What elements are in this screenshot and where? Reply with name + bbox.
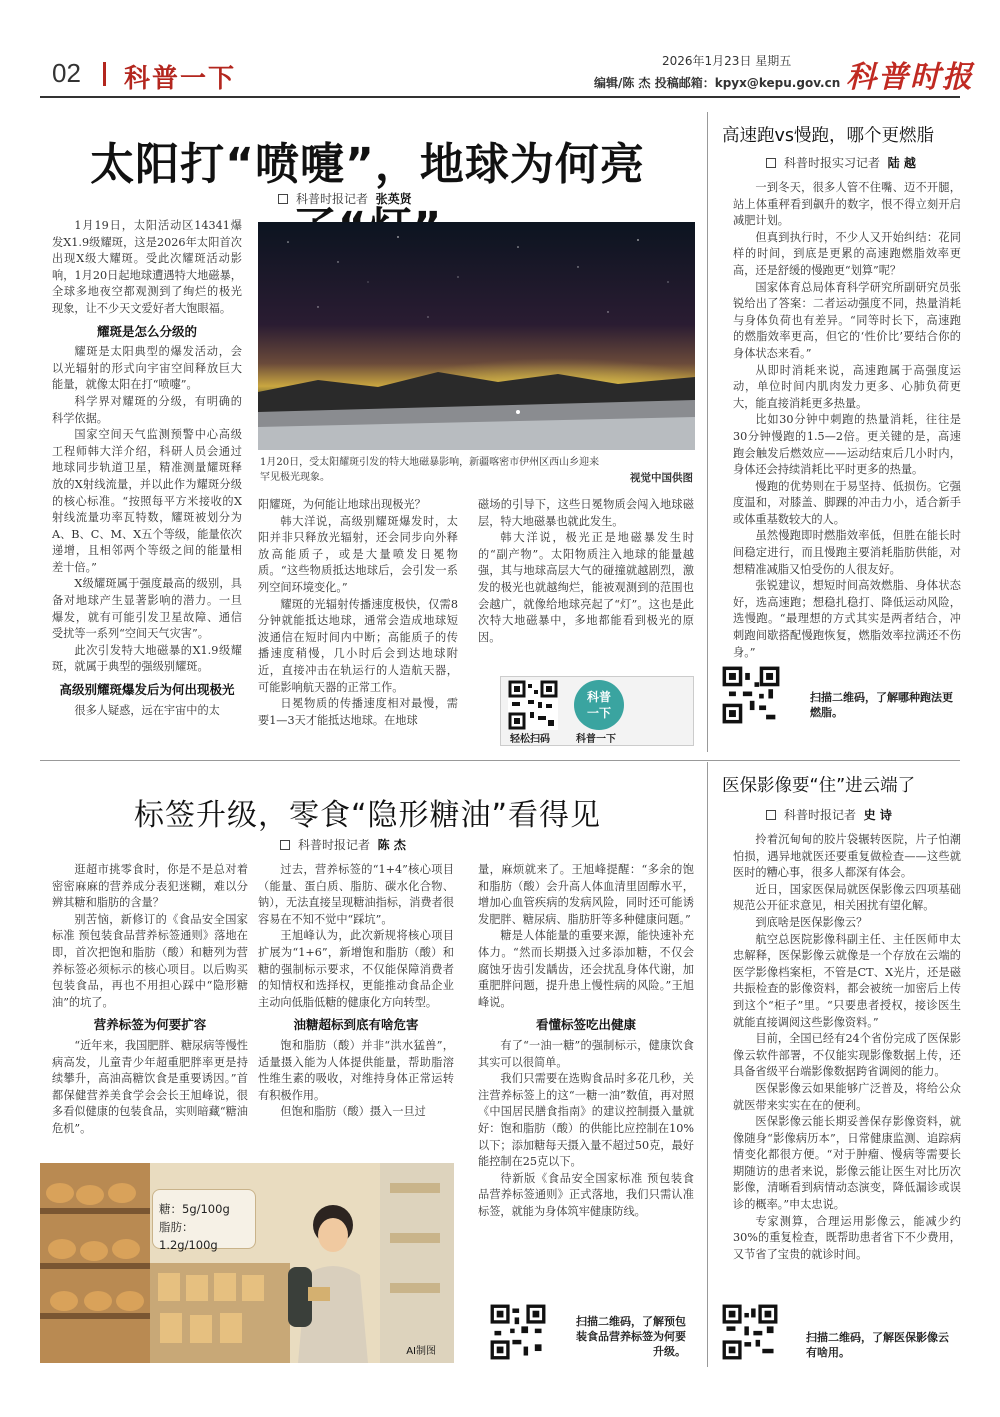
nutrition-tag	[152, 1189, 256, 1252]
article1-col3	[478, 497, 694, 646]
aurora-photo-image	[258, 222, 695, 450]
article3-title: 高速跑vs慢跑，哪个更燃脂	[722, 126, 934, 146]
photo-caption-block	[260, 455, 695, 485]
article2-byline	[280, 836, 406, 853]
article2-qr-label: 扫描二维码，了解预包装食品营养标签为何要升级。	[576, 1315, 686, 1358]
qr1-label: 轻松扫码	[510, 734, 550, 745]
paragraph: 慢跑的优势则在于易坚持、低损伤。它强度温和，对膝盖、脚踝的冲击力小，适合新手或体重基数较大的人。	[733, 479, 961, 526]
paragraph: 待新版《食品安全国家标准 预包装食品营养标签通则》正式落地，我们只需认准标签，就能为身体筑牢健康防线。	[478, 1171, 694, 1218]
paragraph: “近年来，我国肥胖、糖尿病等慢性病高发，儿童青少年超重肥胖率更是持续攀升，高油高糖饮食是重要诱因。”首都保健营养美食学会会长王旭峰说，很多看似健康的包装食品，实则暗藏“糖油危机”。	[52, 1038, 248, 1135]
article4-byline	[766, 806, 892, 823]
nutrition-sugar: 糖：5g/100g	[159, 1202, 230, 1216]
header-divider	[103, 62, 106, 86]
badge-line: 科普	[586, 690, 611, 704]
article4-qr-label: 扫描二维码，了解医保影像云有啥用。	[806, 1331, 949, 1359]
paragraph: X级耀斑属于强度最高的级别，具备对地球产生显著影响的潜力。一旦爆发，就有可能引发卫星故障、通信受扰等一系列“空间天气灾害”。	[52, 577, 242, 641]
issue-date: 2026年1月23日 星期五	[662, 54, 792, 68]
editor-line: 编辑/陈 杰 投稿邮箱：kpyx@kepu.gov.cn	[594, 76, 841, 90]
qr-code-icon[interactable]	[722, 666, 780, 724]
aurora-photo	[258, 222, 695, 450]
paragraph: 张锐建议，想短时间高效燃脂、身体状态好，选高速跑；想稳扎稳打、降低运动风险，选慢跑。“最理想的方式其实是两者结合，冲刺跑间歇搭配慢跑恢复，燃脂效率拉满还不伤身。”	[733, 579, 961, 659]
paragraph: 但真到执行时，不少人又开始纠结：花同样的时间，到底是更累的高速跑燃脂效率更高，还是舒缓的慢跑更“划算”呢？	[733, 230, 961, 277]
qr2-label: 科普一下	[576, 734, 616, 745]
paragraph: 国家体育总局体育科学研究所副研究员张锐给出了答案：二者运动强度不同，热量消耗与身体负荷也有差异。“同等时长下，高速跑的燃脂效率更高，但它的‘性价比’要结合你的身体状态来看。”	[733, 280, 961, 360]
article4-body	[733, 832, 961, 1263]
paragraph: 专家测算，合理运用影像云，能减少约30%的重复检查，既帮助患者省下不少费用，又节省了宝贵的就诊时间。	[733, 1214, 961, 1261]
newspaper-logo: 科普时报	[846, 60, 974, 95]
paragraph: 拎着沉甸甸的胶片袋辗转医院，片子怕潮怕损，遇异地就医还要重复做检查——这些就医时的糟心事，很多人都深有体会。	[733, 833, 961, 880]
article1-byline	[278, 190, 412, 207]
paragraph: 比如30分钟中刺跑的热量消耗，往往是30分钟慢跑的1.5—2倍。更关键的是，高速跑会触发后燃效应——运动结束后几小时内，身体还会持续消耗比平时更多的热量。	[733, 413, 961, 477]
illustration-credit: AI制图	[406, 1346, 436, 1357]
photo-caption: 1月20日，受太阳耀斑引发的特大地磁暴影响，新疆喀密市伊州区西山乡迎来罕见极光现象。	[260, 457, 600, 483]
paragraph: 科学界对耀斑的分级，有明确的科学依据。	[52, 394, 242, 425]
paragraph: 但饱和脂肪（酸）摄入一旦过	[280, 1105, 426, 1119]
paragraph: 饱和脂肪（酸）并非“洪水猛兽”，适量摄入能为人体提供能量，帮助脂溶性维生素的吸收，对维持身体正常运转有积极作用。	[258, 1038, 454, 1102]
byline-box-icon	[766, 158, 776, 168]
paragraph: 耀斑是太阳典型的爆发活动，会以光辐射的形式向宇宙空间释放巨大能量，就像太阳在打“喷嚏”。	[52, 345, 242, 392]
paragraph: 王旭峰认为，此次新规将核心项目扩展为“1+6”，新增饱和脂肪（酸）和糖的强制标示要求，不仅能保障消费者的知情权和选择权，更能推动食品企业主动向低脂低糖的健康化方向转型。	[258, 929, 454, 1009]
paragraph: 从即时消耗来说，高速跑属于高强度运动，单位时间内肌肉发力更多、心肺负荷更大，能直接消耗更多热量。	[733, 363, 961, 410]
column-divider-bottom	[707, 762, 708, 1367]
paragraph: 医保影像云能长期妥善保存影像资料，就像随身“影像病历本”，日常健康监测、追踪病情变化都很方便。“对于肿瘤、慢病等需要长期随访的患者来说，影像云能让医生对比历次影像，清晰看到病情动态演变，降低漏诊或误诊的概率。”申太忠说。	[733, 1115, 961, 1212]
article1-title: 太阳打“喷嚏”，地球为何亮	[90, 139, 645, 190]
paragraph: 糖是人体能量的重要来源，能快速补充体力。“然而长期摄入过多添加糖，不仅会腐蚀牙齿引发龋齿，还会扰乱身体代谢，加重肥胖问题，提升患上慢性病的风险。”王旭峰说。	[478, 929, 694, 1009]
paragraph: 我们只需要在选购食品时多花几秒，关注营养标签上的这“一糖一油”数值，再对照《中国居民膳食指南》的建议控制摄入量就好：饱和脂肪（酸）的供能比应控制在10%以下；添加糖每天摄入量不超过50克，最好能控制在25克以下。	[478, 1072, 694, 1169]
article2-col3	[478, 862, 694, 1220]
paragraph: 此次引发特大地磁暴的X1.9级耀斑，就属于典型的强级别耀斑。	[52, 643, 242, 674]
subheading: 耀斑是怎么分级的	[96, 323, 197, 339]
paragraph: 目前，全国已经有24个省份完成了医保影像云软件部署，不仅能实现影像数据上传，还具备省级平台端影像数据跨省调阅的能力。	[733, 1032, 961, 1079]
paragraph: 虽然慢跑即时燃脂效率低，但胜在能长时间稳定进行，而且慢跑主要消耗脂肪供能，对想精准减脂又怕受伤的人很友好。	[733, 529, 961, 576]
article2-title: 标签升级，零食“隐形糖油”看得见	[133, 798, 602, 833]
paragraph: 到底啥是医保影像云？	[755, 915, 868, 929]
article2-col2	[258, 862, 454, 1121]
byline-name: 张英贤	[375, 192, 412, 206]
paragraph: 医保影像云如果能够广泛普及，将给公众就医带来实实在在的便利。	[733, 1081, 961, 1112]
paragraph: 过去，营养标签的“1+4”核心项目（能量、蛋白质、脂肪、碳水化合物、钠），无法直接呈现糖油指标，消费者很容易在不知不觉中“踩坑”。	[258, 863, 454, 926]
byline-box-icon	[278, 194, 288, 204]
section-title: 科普一下	[124, 64, 237, 94]
byline-box-icon	[766, 810, 776, 820]
article4-title: 医保影像要“住”进云端了	[722, 776, 916, 796]
page-number: 02	[52, 58, 81, 88]
kepu-badge-icon	[574, 680, 624, 730]
subheading: 看懂标签吃出健康	[535, 1017, 636, 1033]
subheading: 营养标签为何要扩容	[93, 1017, 207, 1033]
paragraph: 国家空间天气监测预警中心高级工程师韩大洋介绍，科研人员会通过地球同步轨道卫星，精准测量耀斑释放的X射线流量，并以此作为耀斑分级的核心标准。“按照每平方米接收的X射线流量功率瓦特数，耀斑被划分为A、B、C、M、X五个等级，能量依次递增，且相邻两个等级之间的能量相差十倍。”	[52, 428, 242, 574]
qr-code-icon[interactable]	[508, 680, 558, 730]
paragraph: 别苦恼，新修订的《食品安全国家标准 预包装食品营养标签通则》落地在即，首次把饱和脂肪（酸）和糖列为营养标签必须标示的核心项目。以后购买包装食品，再也不用担心踩中“隐形糖油”的坑了。	[52, 912, 248, 1009]
subheading: 油糖超标到底有啥危害	[293, 1017, 419, 1033]
paragraph: 日冕物质的传播速度相对最慢，需要1—3天才能抵达地球。在地球	[258, 697, 458, 727]
article1-col1	[52, 218, 242, 719]
paragraph: 1月19日，太阳活动区14341爆发X1.9级耀斑，这是2026年太阳首次出现X级大耀斑。受此次耀斑活动影响，1月20日起地球遭遇特大地磁暴，全球多地夜空都观测到了绚烂的极光现象，让不少天文爱好者大饱眼福。	[52, 219, 242, 315]
qr-code-icon[interactable]	[722, 1304, 778, 1360]
paragraph: 近日，国家医保局就医保影像云四项基础规范公开征求意见，相关困扰有望化解。	[733, 882, 961, 913]
paragraph: 很多人疑惑，远在宇宙中的太	[74, 703, 220, 717]
subheading: 高级别耀斑爆发后为何出现极光	[59, 682, 235, 698]
paragraph: 航空总医院影像科副主任、主任医师申太忠解释，医保影像云就像是一个存放在云端的医学影像档案柜，不管是CT、X光片，还是磁共振检查的影像资料，都会被统一加密后上传到这个“柜子”里。“只要患者授权，接诊医生就能直接调阅这些影像资料。”	[733, 932, 961, 1029]
byline-name: 陈 杰	[377, 838, 406, 852]
byline-role: 科普时报记者	[296, 192, 369, 206]
paragraph: 一到冬天，很多人管不住嘴、迈不开腿，站上体重秤看到飙升的数字，恨不得立刻开启减肥计划。	[733, 181, 961, 228]
paragraph: 有了“一油一糖”的强制标示，健康饮食其实可以很简单。	[478, 1038, 694, 1069]
paragraph: 磁场的引导下，这些日冕物质会闯入地球磁层，特大地磁暴也就此发生。	[478, 498, 694, 528]
byline-role: 科普时报记者	[784, 808, 857, 822]
article2-col1	[52, 862, 248, 1138]
article1-col2	[258, 497, 458, 729]
byline-name: 史 诗	[863, 808, 892, 822]
qr-code-icon[interactable]	[490, 1304, 546, 1360]
header-rule	[40, 96, 960, 98]
byline-name: 陆 越	[887, 156, 916, 170]
nutrition-fat: 脂肪：1.2g/100g	[159, 1220, 218, 1252]
badge-line: 一下	[586, 706, 611, 720]
article3-body	[733, 180, 961, 661]
article3-qr-label: 扫描二维码，了解哪种跑法更燃脂。	[810, 691, 953, 719]
paragraph: 韩大洋说，极光正是地磁暴发生时的“副产物”。太阳物质注入地球的能量越强，其与地球高层大气的碰撞就越剧烈，激发的极光也就越绚烂，能被观测到的范围也会越广，就像给地球亮起了“灯”。这也是此次特大地磁暴中，多地都能看到极光的原因。	[478, 531, 694, 644]
column-divider-top	[707, 112, 708, 752]
article3-byline	[766, 154, 916, 171]
byline-box-icon	[280, 840, 290, 850]
byline-role: 科普时报记者	[298, 838, 371, 852]
paragraph: 阳耀斑，为何能让地球出现极光？	[258, 498, 426, 511]
paragraph: 韩大洋说，高级别耀斑爆发时，太阳并非只释放光辐射，还会同步向外释放高能质子，或是大量喷发日冕物质。“这些物质抵达地球后，会引发一系列空间环境变化。”	[258, 514, 458, 594]
section-divider	[40, 760, 960, 761]
photo-credit: 视觉中国供图	[630, 472, 693, 484]
paragraph: 量，麻烦就来了。王旭峰提醒：“多余的饱和脂肪（酸）会升高人体血清里固醇水平，增加心血管疾病的发病风险，同时还可能诱发肥胖、糖尿病、脂肪肝等多种健康问题。”	[478, 863, 694, 926]
byline-role: 科普时报实习记者	[784, 156, 881, 170]
paragraph: 耀斑的光辐射传播速度极快，仅需8分钟就能抵达地球，通常会造成地球短波通信在短时间内中断；高能质子的传播速度稍慢，几小时后会到达地球附近，直接冲击在轨运行的人造航天器，可能影响航天器的正常工作。	[258, 597, 458, 694]
paragraph: 逛超市挑零食时，你是不是总对着密密麻麻的营养成分表犯迷糊，难以分辨其糖和脂肪的含量？	[52, 863, 248, 910]
supermarket-illustration	[40, 1163, 454, 1363]
